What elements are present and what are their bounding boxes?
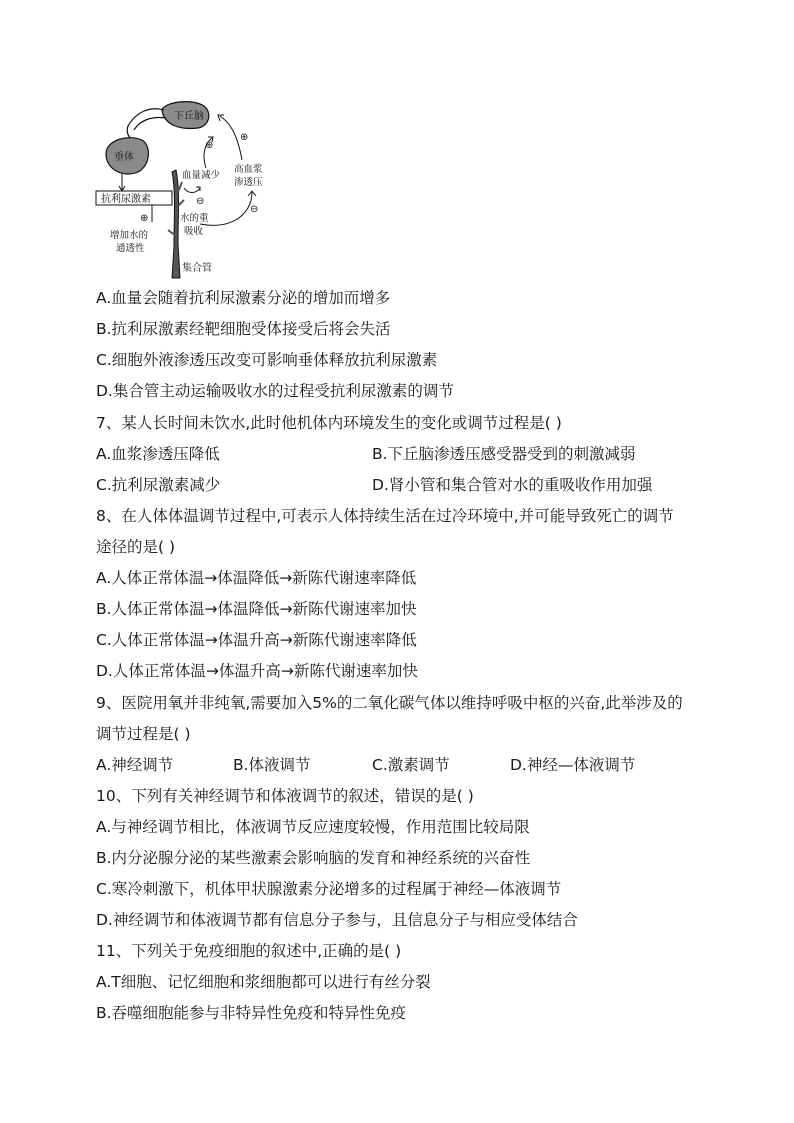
q11-option-a: A.T细胞、记忆细胞和浆细胞都可以进行有丝分裂 [96,973,431,991]
q10-option-a: A.与神经调节相比，体液调节反应速度较慢，作用范围比较局限 [96,818,530,836]
adh-label: 抗利尿激素 [101,194,151,205]
q6-option-c: C.细胞外液渗透压改变可影响垂体释放抗利尿激素 [96,351,438,369]
collecting-duct-label: 集合管 [182,263,212,274]
collecting-duct-shape [172,170,180,278]
q10-option-d: D.神经调节和体液调节都有信息分子参与，且信息分子与相应受体结合 [96,911,578,929]
permeability-label-2: 通透性 [116,243,145,254]
q7-option-c: C.抗利尿激素减少 [96,476,221,494]
q8-option-b: B.人体正常体温→体温降低→新陈代谢速率加快 [96,600,417,618]
pituitary-label: 垂体 [114,152,134,163]
q10-option-b: B.内分泌腺分泌的某些激素会影响脑的发育和神经系统的兴奋性 [96,849,531,867]
q7-option-b: B.下丘脑渗透压感受器受到的刺激减弱 [372,445,636,463]
q9-option-d: D.神经—体液调节 [510,756,636,774]
q6-option-a: A.血量会随着抗利尿激素分泌的增加而增多 [96,289,391,307]
q8-stem-line-1: 8、在人体体温调节过程中,可表示人体持续生活在过冷环境中,并可能导致死亡的调节 [96,507,674,525]
q11-option-b: B.吞噬细胞能参与非特异性免疫和特异性免疫 [96,1004,407,1022]
blood-plus-sign: ⊕ [205,140,214,151]
adh-regulation-diagram [92,96,282,282]
q9-option-c: C.激素调节 [372,756,450,774]
osmotic-label-2: 渗透压 [234,177,263,188]
q7-option-a: A.血浆渗透压降低 [96,445,220,463]
q8-stem-line-2: 途径的是( ) [96,538,176,556]
q9-option-b: B.体液调节 [233,756,311,774]
osmotic-plus-sign: ⊕ [240,132,249,143]
adh-plus-sign: ⊕ [140,213,149,224]
pituitary-stalk [127,109,164,140]
blood-minus-sign: ⊖ [196,196,205,207]
osmotic-minus-sign: ⊖ [250,204,259,215]
q7-stem: 7、某人长时间未饮水,此时他机体内环境发生的变化或调节过程是( ) [96,414,562,432]
q11-stem: 11、下列关于免疫细胞的叙述中,正确的是( ) [96,942,402,960]
q9-stem-line-2: 调节过程是( ) [96,725,191,743]
reabsorb-label-1: 水的重 [180,213,209,224]
q10-stem: 10、下列有关神经调节和体液调节的叙述，错误的是( ) [96,787,474,805]
q9-stem-line-1: 9、医院用氧并非纯氧,需要加入5%的二氧化碳气体以维持呼吸中枢的兴奋,此举涉及的 [96,694,683,712]
q10-option-c: C.寒冷刺激下，机体甲状腺激素分泌增多的过程属于神经—体液调节 [96,880,562,898]
blood-volume-label: 血量减少 [182,170,221,181]
hypothalamus-label: 下丘脑 [174,111,204,122]
q7-option-d: D.肾小管和集合管对水的重吸收作用加强 [372,476,653,494]
q6-option-b: B.抗利尿激素经靶细胞受体接受后将会失活 [96,320,391,338]
q6-option-d: D.集合管主动运输吸收水的过程受抗利尿激素的调节 [96,382,454,400]
q8-option-d: D.人体正常体温→体温升高→新陈代谢速率加快 [96,662,418,680]
q8-option-c: C.人体正常体温→体温升高→新陈代谢速率降低 [96,631,417,649]
reabsorb-label-2: 吸收 [184,226,204,237]
permeability-label-1: 增加水的 [110,230,149,241]
osmotic-label-1: 高血浆 [234,164,263,175]
q8-option-a: A.人体正常体温→体温降低→新陈代谢速率降低 [96,569,417,587]
q9-option-a: A.神经调节 [96,756,174,774]
